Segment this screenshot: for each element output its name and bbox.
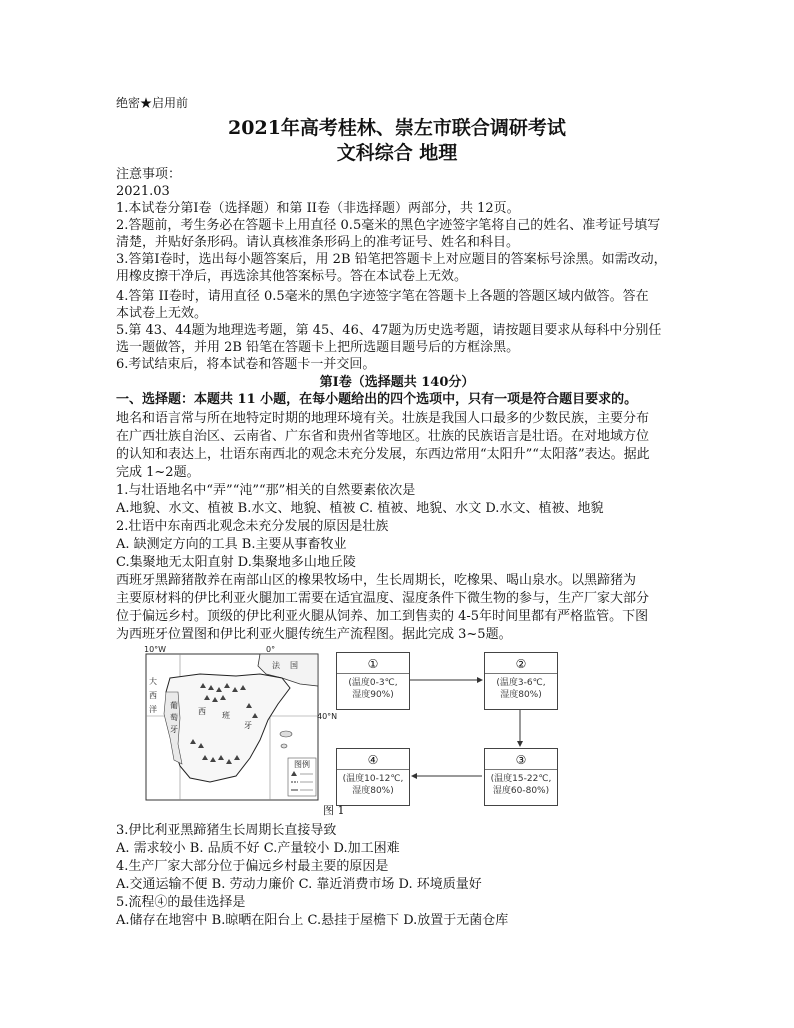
question-1-options: A.地貌、水文、植被 B.水文、地貌、植被 C. 植被、地貌、水文 D.水文、植被、地貌 bbox=[116, 501, 604, 516]
ham-production-flowchart bbox=[336, 652, 558, 806]
passage2-line: 主要原材料的伊比利亚火腿加工需要在适宜温度、湿度条件下微生物的参与，生产厂家大部分 bbox=[116, 591, 650, 606]
passage2-line: 西班牙黑蹄猪散养在南部山区的橡果牧场中，生长周期长，吃橡果、喝山泉水。以黑蹄猪为 bbox=[116, 573, 637, 588]
question-5-stem: 5.流程④的最佳选择是 bbox=[116, 895, 246, 910]
flow-step-number: ① bbox=[367, 657, 379, 671]
notice-item-4-cont: 本试卷上无效。 bbox=[116, 306, 208, 321]
flow-step-1 bbox=[336, 652, 410, 710]
question-5-options: A.储存在地窖中 B.晾晒在阳台上 C.悬挂于屋檐下 D.放置于无菌仓库 bbox=[116, 913, 509, 928]
map-label-portugal: 萄 bbox=[170, 713, 178, 722]
notice-item-3-cont: 用橡皮擦干净后，再选涂其他答案标号。答在本试卷上无效。 bbox=[116, 269, 468, 284]
notice-item-5-cont: 选一题做答，并用 2B 铅笔在答题卡上把所选题目题号后的方框涂黑。 bbox=[116, 340, 520, 355]
passage2-line: 为西班牙位置图和伊比利亚火腿传统生产流程图。据此完成 3~5题。 bbox=[116, 627, 512, 642]
map-label-portugal: 牙 bbox=[170, 725, 178, 734]
flow-step-number: ② bbox=[515, 657, 527, 671]
question-2-options-cd: C.集聚地无太阳直射 D.集聚地多山地丘陵 bbox=[116, 555, 356, 570]
question-3-stem: 3.伊比利亚黑蹄猪生长周期长直接导致 bbox=[116, 823, 337, 838]
exam-subtitle: 文科综合 地理 bbox=[336, 142, 458, 164]
figure-caption: 图 1 bbox=[323, 804, 345, 817]
flow-step-divider bbox=[337, 673, 409, 674]
passage1-line: 完成 1~2题。 bbox=[116, 465, 200, 480]
map-legend-title: 图例 bbox=[294, 760, 310, 769]
map-label-spain: 西 bbox=[198, 707, 206, 716]
flow-step-text: (温度15-22℃, 湿度60-80%) bbox=[490, 774, 552, 796]
flow-step-text: (温度3-6℃, 湿度80%) bbox=[496, 678, 546, 700]
flow-step-text: (温度10-12℃, 湿度80%) bbox=[342, 774, 404, 796]
notice-item-3: 3.答第Ⅰ卷时，选出每小题答案后，用 2B 铅笔把答题卡上对应题目的答案标号涂黑。如需改动， bbox=[116, 252, 667, 267]
map-lon-left-label: 10°W bbox=[144, 645, 167, 654]
flow-step-number: ④ bbox=[367, 753, 379, 767]
map-label-france: 法 bbox=[272, 661, 280, 670]
map-lat-label: 40°N bbox=[317, 712, 338, 721]
notice-item-2-cont: 清楚，并贴好条形码。请认真核准条形码上的准考证号、姓名和科目。 bbox=[116, 235, 520, 250]
map-label-spain: 牙 bbox=[244, 721, 252, 730]
notice-heading: 注意事项： bbox=[116, 167, 182, 182]
question-2-options-ab: A. 缺测定方向的工具 B.主要从事畜牧业 bbox=[116, 537, 347, 552]
question-4-stem: 4.生产厂家大部分位于偏远乡村最主要的原因是 bbox=[116, 859, 389, 874]
map-label-portugal: 葡 bbox=[170, 701, 178, 710]
notice-item-2: 2.答题前，考生务必在答题卡上用直径 0.5毫米的黑色字迹签字笔将自己的姓名、准考证号填写 bbox=[116, 218, 661, 233]
secret-label: 绝密★启用前 bbox=[116, 96, 189, 110]
map-label-atlantic: 洋 bbox=[149, 705, 157, 714]
flow-step-3 bbox=[484, 748, 558, 806]
balearic-islands bbox=[281, 744, 287, 748]
question-4-options: A.交通运输不便 B. 劳动力廉价 C. 靠近消费市场 D. 环境质量好 bbox=[116, 877, 482, 892]
question-2-stem: 2.壮语中东南西北观念未充分发展的原因是壮族 bbox=[116, 519, 389, 534]
map-lon-right-label: 0° bbox=[266, 645, 276, 654]
section-instruction: 一、选择题：本题共 11 小题，在每小题给出的四个选项中，只有一项是符合题目要求的。 bbox=[116, 392, 638, 407]
notice-item-6: 6.考试结束后，将本试卷和答题卡一并交回。 bbox=[116, 357, 376, 372]
part1-heading: 第Ⅰ卷（选择题共 140分） bbox=[319, 375, 475, 390]
notice-item-5: 5.第 43、44题为地理选考题，第 45、46、47题为历史选考题，请按题目要求从每科中分别任 bbox=[116, 323, 662, 338]
question-1-stem: 1.与壮语地名中“弄”“沌”“那”相关的自然要素依次是 bbox=[116, 483, 416, 498]
flow-step-divider bbox=[485, 769, 557, 770]
flow-step-4 bbox=[336, 748, 410, 806]
flow-step-divider bbox=[485, 673, 557, 674]
flow-step-number: ③ bbox=[515, 753, 527, 767]
passage1-line: 在广西壮族自治区、云南省、广东省和贵州省等地区。壮族的民族语言是壮语。在对地域方位 bbox=[116, 429, 650, 444]
passage2-line: 位于偏远乡村。顶级的伊比利亚火腿从饲养、加工到售卖的 4-5年时间里都有严格监管。下图 bbox=[116, 609, 649, 624]
flow-step-divider bbox=[337, 769, 409, 770]
map-label-france: 国 bbox=[290, 661, 298, 670]
exam-title: 2021年高考桂林、崇左市联合调研考试 bbox=[228, 117, 566, 139]
notice-item-1: 1.本试卷分第Ⅰ卷（选择题）和第 II卷（非选择题）两部分，共 12页。 bbox=[116, 201, 520, 216]
map-label-spain: 班 bbox=[222, 711, 230, 720]
passage1-line: 的认知和表达上，壮语东南西北的观念未充分发展，东西边常用“太阳升”“太阳落”表达。据此 bbox=[116, 447, 650, 462]
spain-location-map bbox=[140, 645, 338, 804]
balearic-islands bbox=[280, 731, 292, 737]
question-3-options: A. 需求较小 B. 品质不好 C.产量较小 D.加工困难 bbox=[116, 841, 400, 856]
passage1-line: 地名和语言常与所在地特定时期的地理环境有关。壮族是我国人口最多的少数民族，主要分布 bbox=[116, 411, 650, 426]
flow-step-2 bbox=[484, 652, 558, 710]
notice-item-4: 4.答第 II卷时，请用直径 0.5毫米的黑色字迹签字笔在答题卡上各题的答题区域内做答。答在 bbox=[116, 289, 649, 304]
notice-date: 2021.03 bbox=[116, 184, 170, 199]
flow-step-text: (温度0-3℃, 湿度90%) bbox=[348, 678, 398, 700]
map-label-atlantic: 大 bbox=[149, 677, 157, 686]
map-label-atlantic: 西 bbox=[149, 691, 157, 700]
